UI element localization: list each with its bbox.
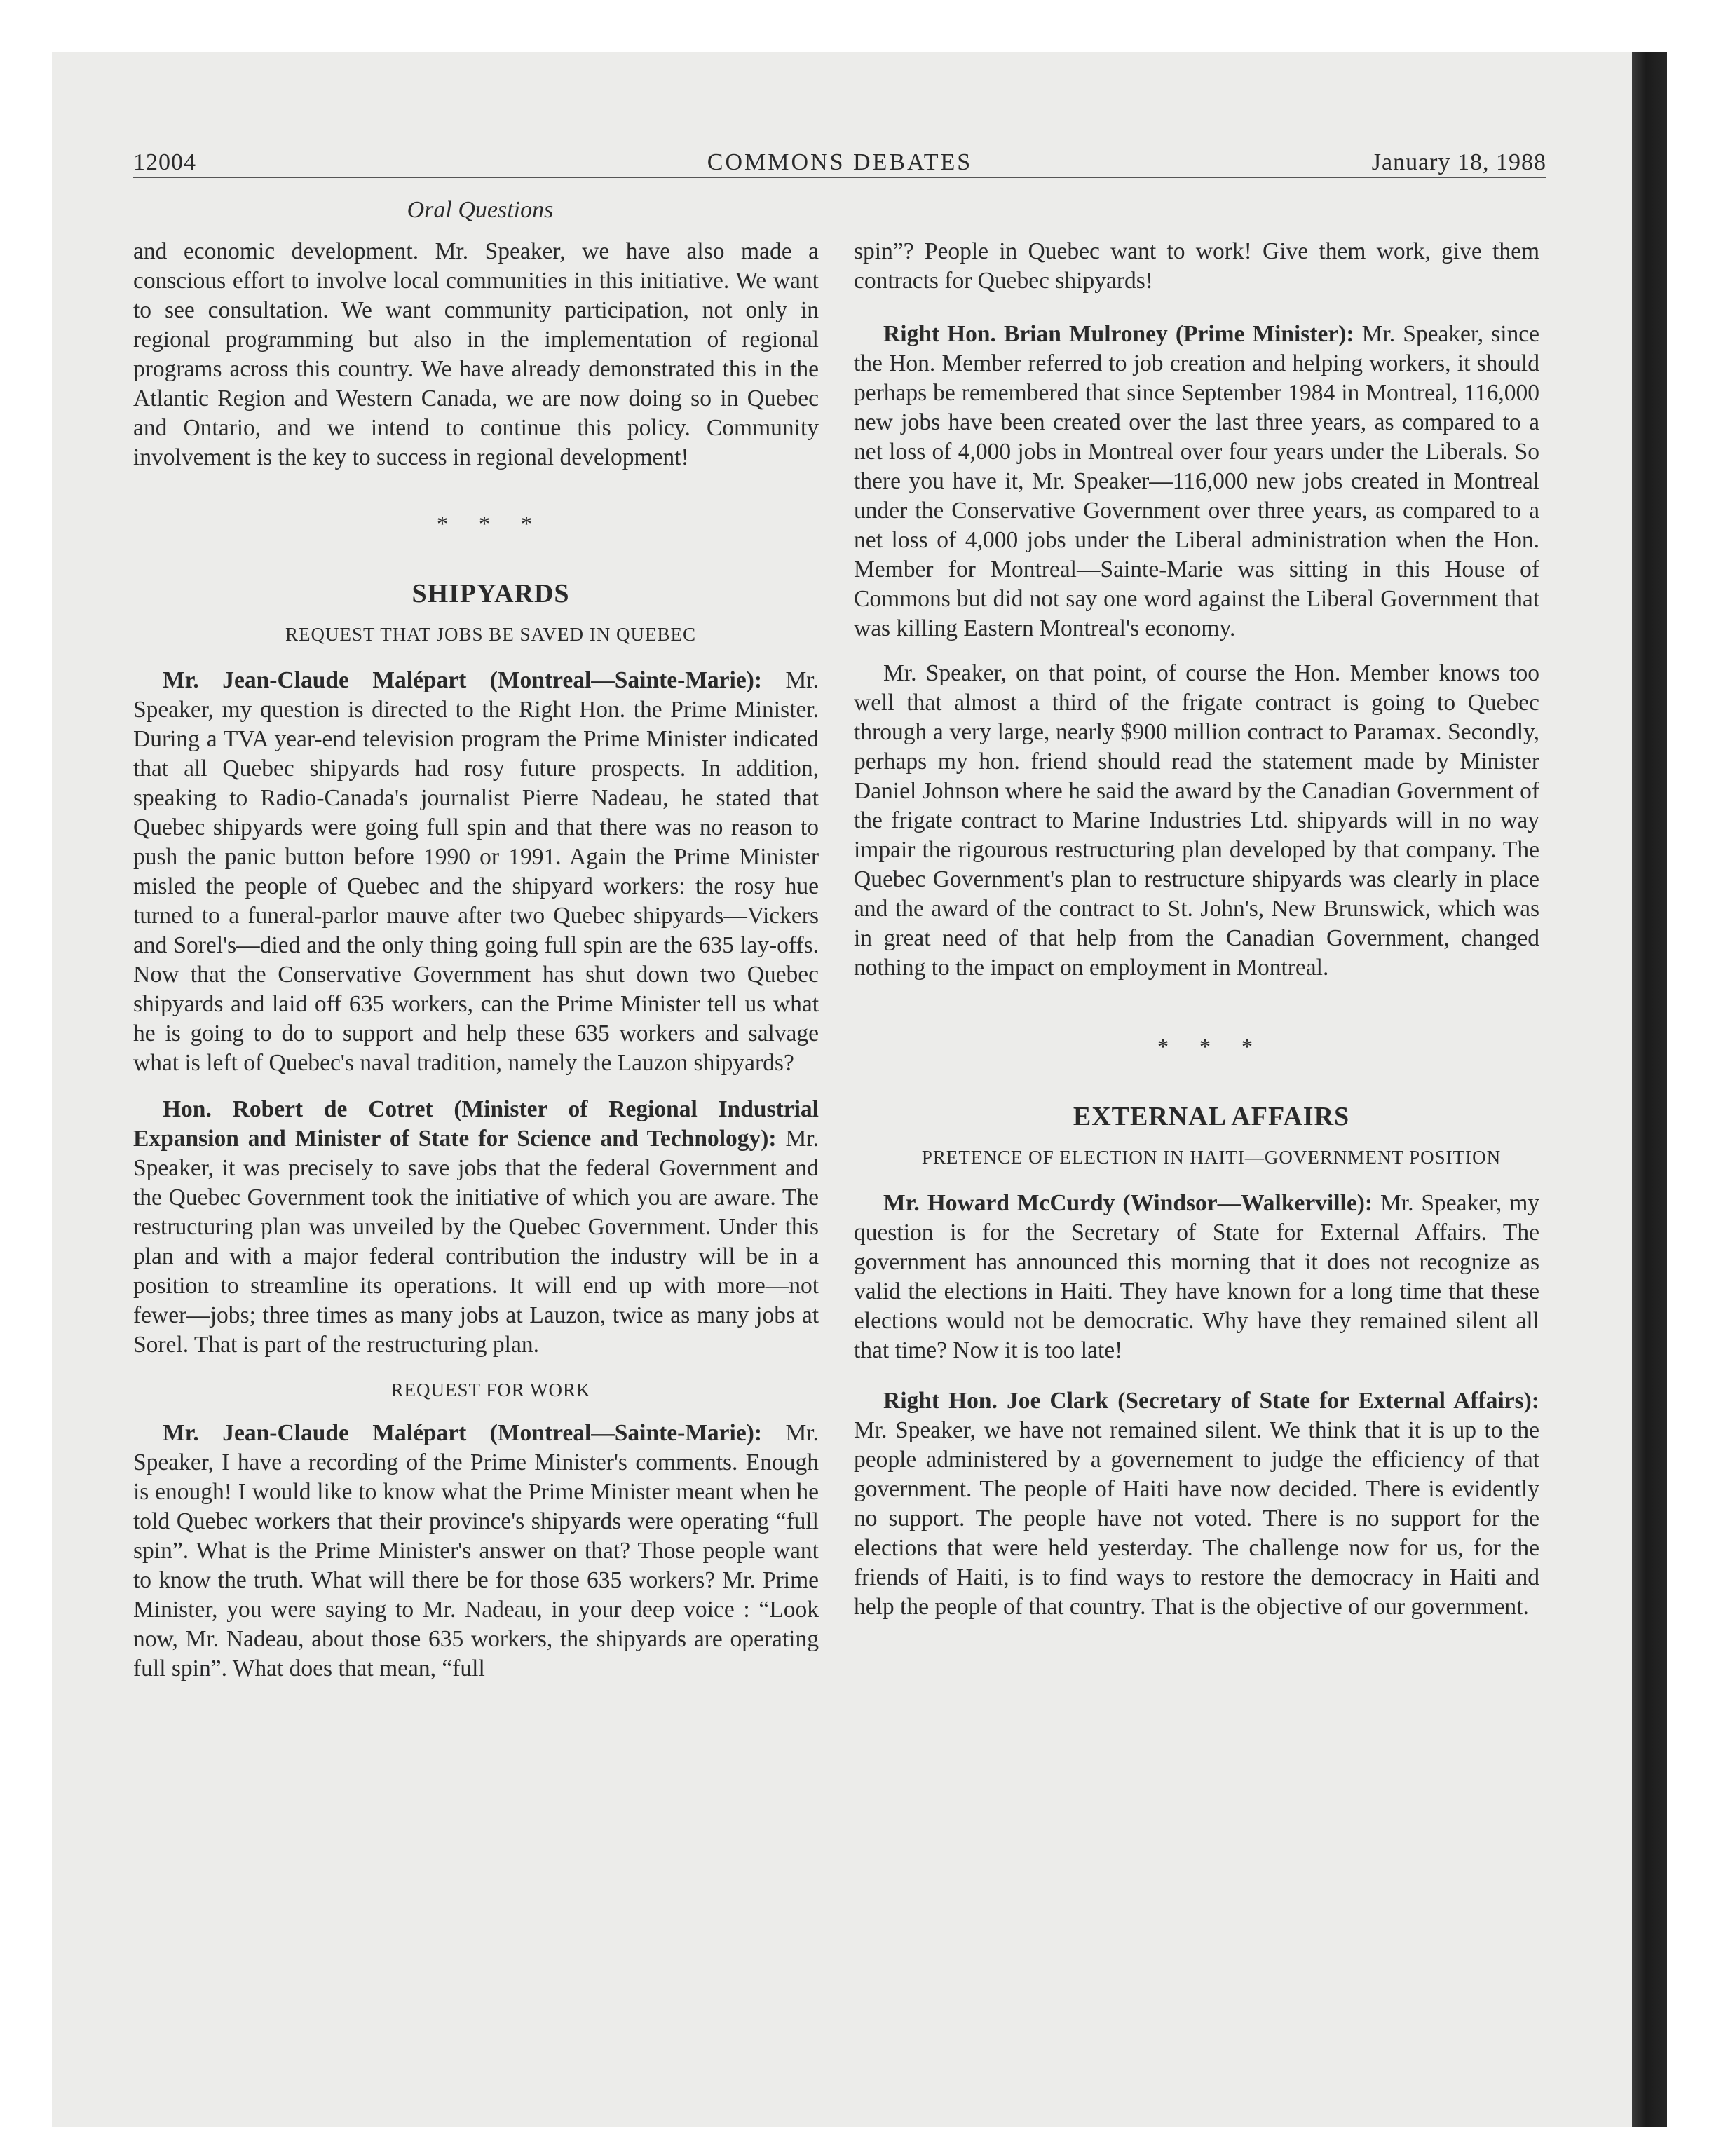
section-label: Oral Questions [407, 197, 554, 223]
paragraph: spin”? People in Quebec want to work! Give them work, give them contracts for Quebec shipyards! [854, 238, 1539, 294]
speech-paragraph [854, 1386, 1539, 1622]
speech-paragraph [133, 666, 819, 1078]
speech-text: Mr. Speaker, we have not remained silent. We think that it is up to the people administered by a governement to judge the efficiency of that government. The people of Haiti have now decided. There is evidently no support. The people have not voted. There is no support for the elections that were held yesterday. The challenge now for us, for the friends of Haiti, is to find ways to restore the democracy in Haiti and help the people of that country. That is the objective of our government. [854, 1417, 1539, 1620]
speaker-name: Mr. Jean-Claude Malépart (Montreal—Sainte-Marie): [163, 1420, 763, 1446]
subheading: REQUEST FOR WORK [390, 1379, 591, 1400]
speech-text: Mr. Speaker, I have a recording of the Prime Minister's comments. Enough is enough! I would like to know what the Prime Minister meant when he told Quebec workers that their province's shipyards were operating “full spin”. What is the Prime Minister's answer on that? Those people want to know the truth. What will there be for those 635 workers? Mr. Prime Minister, you were saying to Mr. Nadeau, in your deep voice : “Look now, Mr. Nadeau, about those 635 workers, the shipyards are operating full spin”. What does that mean, “full [133, 1420, 819, 1681]
right-column [854, 237, 1539, 1622]
publication-date: January 18, 1988 [1371, 149, 1546, 175]
book-spine-shadow [1632, 52, 1667, 2127]
subheading: REQUEST THAT JOBS BE SAVED IN QUEBEC [285, 624, 697, 645]
speech-paragraph [854, 320, 1539, 643]
speaker-name: Mr. Howard McCurdy (Windsor—Walkerville): [883, 1190, 1373, 1216]
section-heading-external-affairs: EXTERNAL AFFAIRS [1073, 1102, 1350, 1131]
speech-text: Mr. Speaker, since the Hon. Member referred to job creation and helping workers, it should perhaps be remembered that since September 1984 in Montreal, 116,000 new jobs have been created over the last three years, as compared to a net loss of 4,000 jobs in Montreal over four years under the Liberals. So there you have it, Mr. Speaker—116,000 new jobs created in Montreal under the Conservative Government over three years, as compared to a net loss of 4,000 jobs under the Liberal administration when the Hon. Member for Montreal—Sainte-Marie was sitting in this House of Commons but did not say one word against the Liberal Government that was killing Eastern Montreal's economy. [854, 321, 1540, 641]
speaker-name: Right Hon. Joe Clark (Secretary of State for External Affairs): [883, 1388, 1539, 1414]
speaker-name: Mr. Jean-Claude Malépart (Montreal—Sainte-Marie): [163, 667, 763, 693]
section-heading-shipyards: SHIPYARDS [411, 579, 570, 608]
speech-text: Mr. Speaker, my question is directed to the Right Hon. the Prime Minister. During a TVA year-end television program the Prime Minister indicated that all Quebec shipyards had rosy future prospects. In addition, speaking to Radio-Canada's journalist Pierre Nadeau, he stated that Quebec shipyards were going full spin and that there was no reason to push the panic button before 1990 or 1991. Again the Prime Minister misled the people of Quebec and the shipyard workers: the rosy hue turned to a funeral-parlor mauve after two Quebec shipyards—Vickers and Sorel's—died and the only thing going full spin are the 635 lay-offs. Now that the Conservative Government has shut down two Quebec shipyards and laid off 635 workers, can the Prime Minister tell us what he is going to do to support and help these 635 workers and salvage what is left of Quebec's naval tradition, namely the Lauzon shipyards? [133, 667, 819, 1076]
left-column [133, 237, 819, 1684]
speech-paragraph [133, 1095, 819, 1360]
section-separator: * * * [437, 511, 545, 536]
speaker-name: Right Hon. Brian Mulroney (Prime Minister): [883, 321, 1354, 347]
running-head [133, 147, 1546, 178]
paragraph: and economic development. Mr. Speaker, we have also made a conscious effort to involve local communities in this initiative. We want to see consultation. We want community participation, not only in regional programming but also in the implementation of regional programs across this country. We have already demonstrated this in the Atlantic Region and Western Canada, we are now doing so in Quebec and Ontario, and we intend to continue this policy. Community involvement is the key to success in regional development! [133, 238, 819, 470]
header-rule [133, 177, 1546, 178]
speech-paragraph [133, 1419, 819, 1684]
section-separator: * * * [1157, 1034, 1265, 1059]
speaker-name: Hon. Robert de Cotret (Minister of Regional Industrial Expansion and Minister of State for Science and Technology): [133, 1096, 819, 1152]
subheading: PRETENCE OF ELECTION IN HAITI—GOVERNMENT POSITION [921, 1147, 1502, 1168]
page-number: 12004 [133, 149, 196, 175]
speech-text: Mr. Speaker, it was precisely to save jobs that the federal Government and the Quebec Government took the initiative of which you are aware. The restructuring plan was unveiled by the Quebec Government. Under this plan and with a major federal contribution the industry will be in a position to streamline its operations. It will end up with more—not fewer—jobs; three times as many jobs at Lauzon, twice as many jobs at Sorel. That is part of the restructuring plan. [133, 1126, 819, 1358]
publication-title: COMMONS DEBATES [707, 149, 973, 175]
speech-paragraph [854, 1189, 1539, 1365]
paragraph: Mr. Speaker, on that point, of course the Hon. Member knows too well that almost a third of the frigate contract is going to Quebec through a very large, nearly $900 million contract to Paramax. Secondly, perhaps my hon. friend should read the statement made by Minister Daniel Johnson where he said the award by the Canadian Government of the frigate contract to Marine Industries Ltd. shipyards will in no way impair the rigourous restructuring plan developed by that company. The Quebec Government's plan to restructure shipyards was clearly in place and the award of the contract to St. John's, New Brunswick, which was in great need of that help from the Canadian Government, changed nothing to the impact on employment in Montreal. [854, 660, 1539, 981]
speech-text: Mr. Speaker, my question is for the Secretary of State for External Affairs. The government has announced this morning that it does not recognize as valid the elections in Haiti. They have known for a long time that these elections would not be democratic. Why have they remained silent all that time? Now it is too late! [854, 1190, 1539, 1363]
